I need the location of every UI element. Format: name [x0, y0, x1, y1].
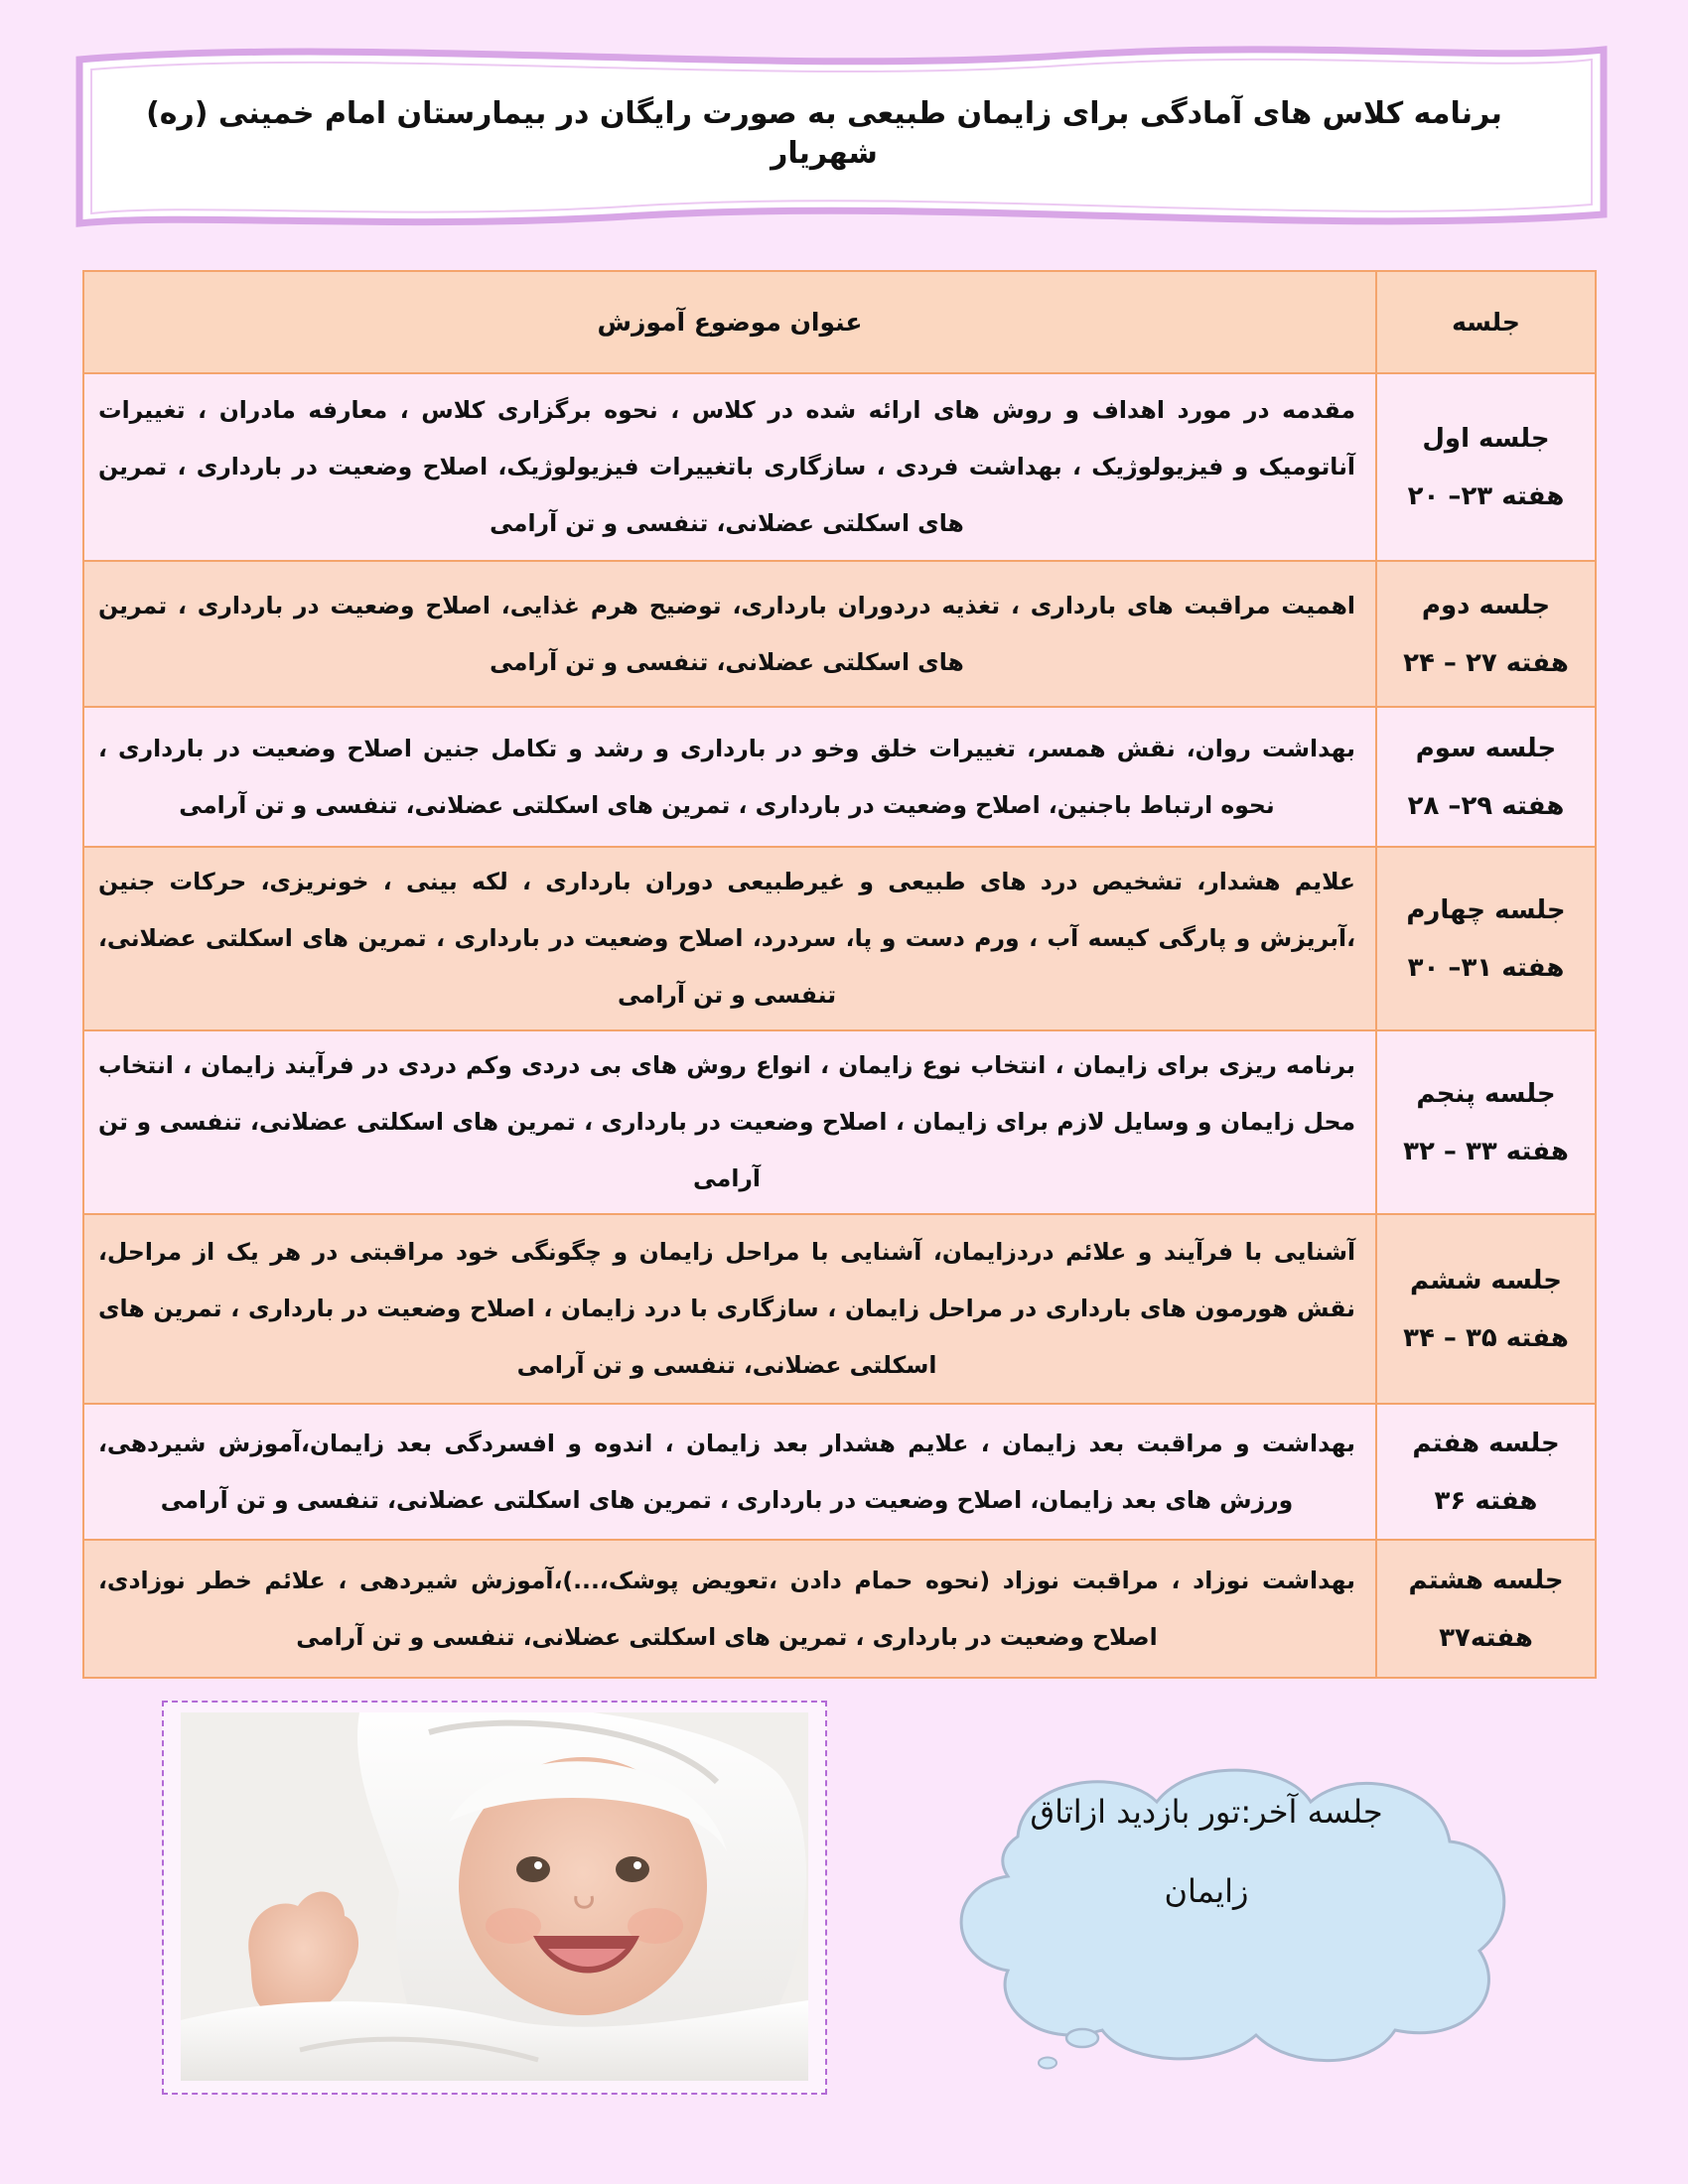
- topic-cell: مقدمه در مورد اهداف و روش های ارائه شده در کلاس ، نحوه برگزاری کلاس ، معارفه مادران ، تغییرات آناتومیک و فیزیولوژیک ، بهداشت فردی ، سازگاری باتغییرات فیزیولوژیک، اصلاح وضعیت در بارداری ، تمرین های اسکلتی عضلانی، تنفسی و تن آرامی: [83, 373, 1376, 561]
- table-row: [83, 561, 1596, 707]
- session-cell: [1376, 1030, 1596, 1214]
- week-label: هفته ۳۳ – ۳۲: [1403, 1136, 1569, 1166]
- class-schedule-table: [82, 270, 1597, 1679]
- session-cell: [1376, 1214, 1596, 1404]
- session-label: جلسه هفتم: [1412, 1428, 1560, 1458]
- cloud-line-1: جلسه آخر:تور بازدید ازاتاق: [1030, 1793, 1383, 1831]
- baby-photo: [181, 1712, 808, 2081]
- week-label: هفته ۳۱– ۳۰: [1407, 952, 1565, 983]
- session-cell: [1376, 707, 1596, 847]
- topic-cell: بهداشت نوزاد ، مراقبت نوزاد (نحوه حمام دادن ،تعویض پوشک،...)،آموزش شیردهی ، علائم خطر نوزادی، اصلاح وضعیت در بارداری ، تمرین های اسکلتی عضلانی، تنفسی و تن آرامی: [83, 1540, 1376, 1678]
- topic-cell: اهمیت مراقبت های بارداری ، تغذیه دردوران بارداری، توضیح هرم غذایی، اصلاح وضعیت در بارداری ، تمرین های اسکلتی عضلانی، تنفسی و تن آرامی: [83, 561, 1376, 707]
- session-cell: [1376, 1540, 1596, 1678]
- table-row: [83, 1404, 1596, 1540]
- baby-illustration: [181, 1712, 808, 2081]
- table-row: [83, 1030, 1596, 1214]
- header-topic: عنوان موضوع آموزش: [83, 271, 1376, 373]
- table-header-row: [83, 271, 1596, 373]
- photo-frame: [162, 1701, 827, 2095]
- table-row: [83, 1540, 1596, 1678]
- topic-cell: بهداشت روان، نقش همسر، تغییرات خلق وخو در بارداری و رشد و تکامل جنین اصلاح وضعیت در بارداری ، نحوه ارتباط باجنین، اصلاح وضعیت در بارداری ، تمرین های اسکلتی عضلانی، تنفسی و تن آرامی: [83, 707, 1376, 847]
- topic-cell: بهداشت و مراقبت بعد زایمان ، علایم هشدار بعد زایمان ، اندوه و افسردگی بعد زایمان،آموزش شیردهی، ورزش های بعد زایمان، اصلاح وضعیت در بارداری ، تمرین های اسکلتی عضلانی، تنفسی و تن آرامی: [83, 1404, 1376, 1540]
- table-row: [83, 1214, 1596, 1404]
- session-label: جلسه ششم: [1409, 1265, 1563, 1296]
- session-label: جلسه هشتم: [1408, 1565, 1564, 1595]
- cloud-line-2: زایمان: [1164, 1872, 1249, 1910]
- topic-cell: آشنایی با فرآیند و علائم دردزایمان، آشنایی با مراحل زایمان و چگونگی خود مراقبتی در هر یک از مراحل، نقش هورمون های بارداری در مراحل زایمان ، سازگاری با درد زایمان ، اصلاح وضعیت در بارداری ، تمرین های اسکلتی عضلانی، تنفسی و تن آرامی: [83, 1214, 1376, 1404]
- session-label: جلسه سوم: [1415, 733, 1557, 763]
- session-cell: [1376, 847, 1596, 1030]
- week-label: هفته ۲۷ – ۲۴: [1403, 647, 1569, 678]
- cloud-text: [978, 1772, 1435, 1931]
- page-title: برنامه کلاس های آمادگی برای زایمان طبیعی به صورت رایگان در بیمارستان امام خمینی (ره) شهریار: [146, 96, 1502, 171]
- session-label: جلسه دوم: [1421, 590, 1551, 620]
- topic-cell: علایم هشدار، تشخیص درد های طبیعی و غیرطبیعی دوران بارداری ، لکه بینی ، خونریزی، حرکات جنین ،آبریزش و پارگی کیسه آب ، ورم دست و پا، سردرد، اصلاح وضعیت در بارداری ، تمرین های اسکلتی عضلانی، تنفسی و تن آرامی: [83, 847, 1376, 1030]
- table-row: [83, 373, 1596, 561]
- week-label: هفته ۳۶: [1434, 1485, 1538, 1516]
- table-row: [83, 707, 1596, 847]
- session-label: جلسه پنجم: [1416, 1078, 1556, 1109]
- session-cell: [1376, 561, 1596, 707]
- session-cell: [1376, 373, 1596, 561]
- header-session: جلسه: [1376, 271, 1596, 373]
- week-label: هفته ۳۵ – ۳۴: [1403, 1322, 1569, 1353]
- week-label: هفته۳۷: [1439, 1622, 1533, 1653]
- week-label: هفته ۲۹– ۲۸: [1407, 790, 1565, 821]
- topic-cell: برنامه ریزی برای زایمان ، انتخاب نوع زایمان ، انواع روش های بی دردی وکم دردی در فرآیند زایمان ، انتخاب محل زایمان و وسایل لازم برای زایمان ، اصلاح وضعیت در بارداری ، تمرین های اسکلتی عضلانی، تنفسی و تن آرامی: [83, 1030, 1376, 1214]
- session-cell: [1376, 1404, 1596, 1540]
- session-label: جلسه اول: [1422, 423, 1550, 454]
- table-row: [83, 847, 1596, 1030]
- week-label: هفته ۲۳– ۲۰: [1407, 480, 1565, 511]
- session-label: جلسه چهارم: [1406, 894, 1566, 925]
